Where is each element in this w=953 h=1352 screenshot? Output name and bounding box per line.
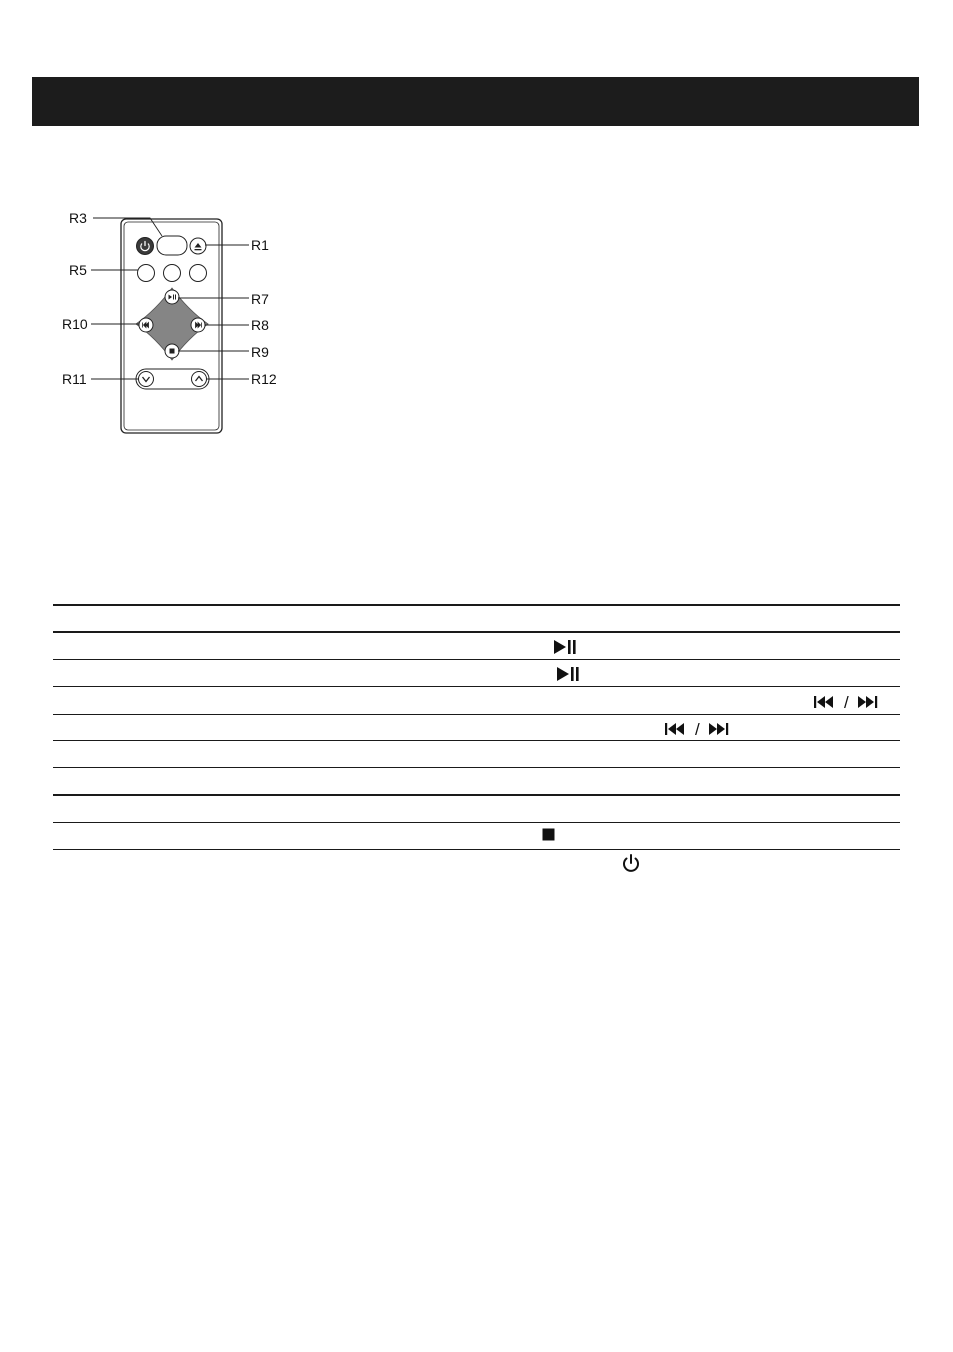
table-top-rule xyxy=(53,604,900,606)
skip-back-forward-icon xyxy=(664,720,734,738)
callout-r7: R7 xyxy=(251,291,269,307)
callout-r5: R5 xyxy=(69,262,87,278)
table-row-rule xyxy=(53,686,900,687)
separator-text: / xyxy=(695,720,700,738)
play-pause-icon xyxy=(556,665,582,683)
table-row-rule xyxy=(53,822,900,823)
callout-r1: R1 xyxy=(251,237,269,253)
stop-icon xyxy=(542,828,556,846)
table-row-rule xyxy=(53,659,900,660)
table-section-rule xyxy=(53,794,900,796)
play-pause-icon xyxy=(553,638,579,656)
table-row-rule xyxy=(53,767,900,768)
power-icon xyxy=(621,853,641,871)
table-row-rule xyxy=(53,714,900,715)
callout-r8: R8 xyxy=(251,317,269,333)
callout-r12: R12 xyxy=(251,371,277,387)
table-row-rule xyxy=(53,849,900,850)
table-row-rule xyxy=(53,740,900,741)
table-header-rule xyxy=(53,631,900,633)
separator-text: / xyxy=(844,693,849,711)
callout-r11: R11 xyxy=(62,371,87,387)
callout-r10: R10 xyxy=(62,316,88,332)
callout-r3: R3 xyxy=(69,210,87,226)
skip-back-forward-icon xyxy=(813,693,883,711)
callout-r9: R9 xyxy=(251,344,269,360)
